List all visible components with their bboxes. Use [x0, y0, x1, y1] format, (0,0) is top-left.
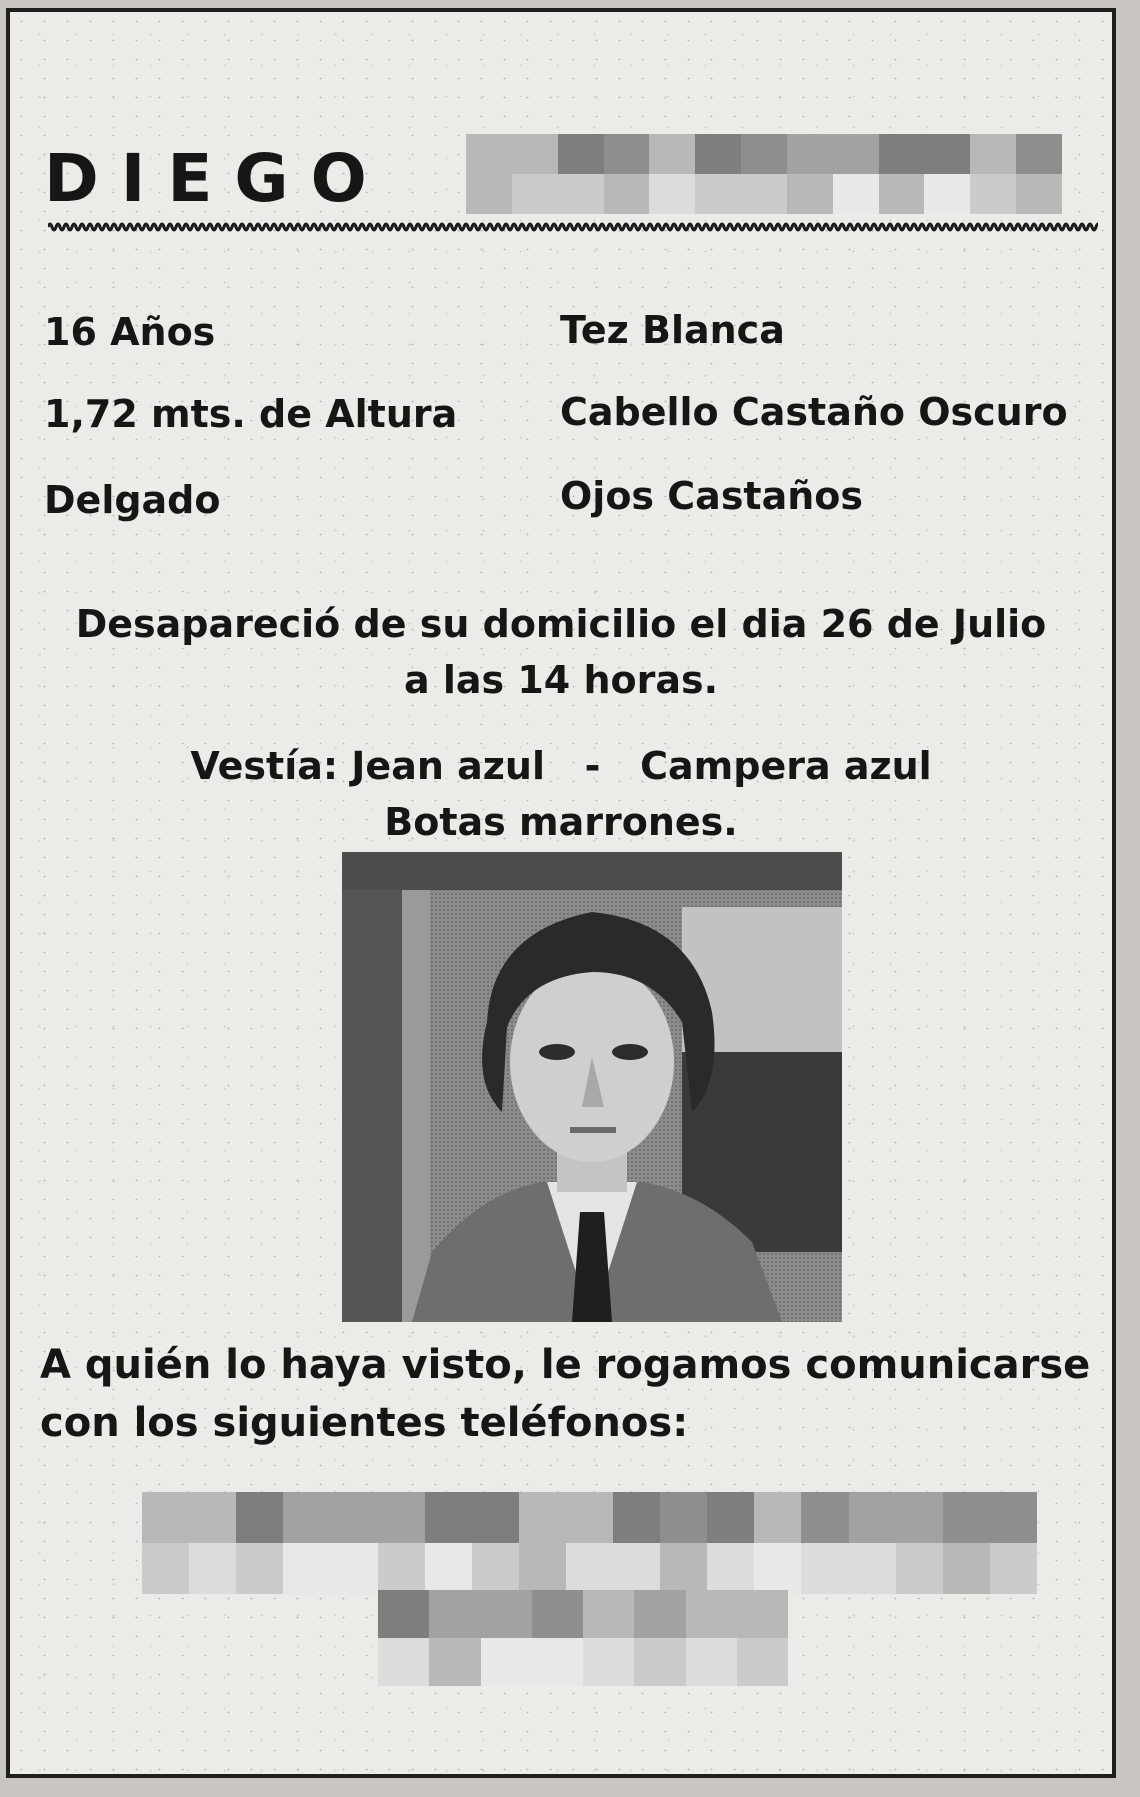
censor-pixel [896, 1543, 943, 1594]
censor-pixel [990, 1543, 1037, 1594]
censor-pixel [558, 174, 604, 214]
censor-pixel [634, 1590, 685, 1638]
censor-pixel [142, 1492, 189, 1543]
censor-pixel [707, 1543, 754, 1594]
censor-pixel [472, 1492, 519, 1543]
censor-pixel [532, 1638, 583, 1686]
censor-pixel [833, 174, 879, 214]
censor-pixel [466, 174, 512, 214]
wavy-divider [48, 220, 1098, 234]
disappearance-line-1: Desapareció de su domicilio el dia 26 de Julio [75, 602, 1047, 646]
censor-pixel [686, 1638, 737, 1686]
censor-pixel [429, 1638, 480, 1686]
censor-pixel [970, 134, 1016, 174]
censor-pixel [378, 1543, 425, 1594]
censor-pixel [425, 1543, 472, 1594]
censor-pixel [924, 174, 970, 214]
censor-pixel [613, 1543, 660, 1594]
censor-pixel [583, 1638, 634, 1686]
censor-pixel [378, 1492, 425, 1543]
censor-pixel [236, 1543, 283, 1594]
censor-pixel [660, 1543, 707, 1594]
censor-pixel [330, 1492, 377, 1543]
censor-pixel [613, 1492, 660, 1543]
censor-pixel [695, 174, 741, 214]
eyes-text: Ojos Castaños [560, 474, 864, 518]
censor-pixel [330, 1543, 377, 1594]
censor-pixel [283, 1492, 330, 1543]
censor-pixel [943, 1543, 990, 1594]
censor-pixel [378, 1638, 429, 1686]
censor-pixel [604, 134, 650, 174]
censor-pixel [707, 1492, 754, 1543]
censor-pixel [429, 1590, 480, 1638]
censor-pixel [481, 1638, 532, 1686]
censor-pixel [604, 174, 650, 214]
censor-pixel [787, 174, 833, 214]
censored-phone-number-2 [378, 1590, 788, 1686]
hair-text: Cabello Castaño Oscuro [560, 390, 1068, 434]
first-name-heading: DIEGO [44, 140, 389, 217]
censor-pixel [754, 1492, 801, 1543]
censor-pixel [472, 1543, 519, 1594]
censor-pixel [566, 1492, 613, 1543]
censor-pixel [558, 134, 604, 174]
censor-pixel [519, 1543, 566, 1594]
censored-phone-numbers [142, 1492, 1037, 1594]
censor-pixel [737, 1638, 788, 1686]
censored-surname [466, 134, 1062, 214]
height-text: 1,72 mts. de Altura [44, 392, 458, 436]
censor-pixel [849, 1492, 896, 1543]
censor-pixel [695, 134, 741, 174]
censor-pixel [583, 1590, 634, 1638]
censor-pixel [532, 1590, 583, 1638]
censor-pixel [512, 174, 558, 214]
clothing-line-2: Botas marrones. [384, 800, 738, 844]
disappearance-line-2: a las 14 horas. [403, 658, 719, 702]
censor-pixel [879, 174, 925, 214]
censor-pixel [924, 134, 970, 174]
censor-pixel [686, 1590, 737, 1638]
censor-pixel [970, 174, 1016, 214]
censor-pixel [189, 1543, 236, 1594]
censor-pixel [142, 1543, 189, 1594]
censor-pixel [466, 134, 512, 174]
censor-pixel [481, 1590, 532, 1638]
censor-pixel [236, 1492, 283, 1543]
contact-line-2: con los siguientes teléfonos: [40, 1400, 689, 1446]
censor-pixel [741, 174, 787, 214]
censor-pixel [849, 1543, 896, 1594]
censor-pixel [512, 134, 558, 174]
build-text: Delgado [44, 478, 221, 522]
contact-line-1: A quién lo haya visto, le rogamos comunicarse [40, 1342, 1091, 1388]
censor-pixel [566, 1543, 613, 1594]
censor-pixel [649, 134, 695, 174]
censor-pixel [737, 1590, 788, 1638]
censor-pixel [519, 1492, 566, 1543]
censor-pixel [378, 1590, 429, 1638]
censor-pixel [660, 1492, 707, 1543]
censor-pixel [649, 174, 695, 214]
censor-pixel [1016, 174, 1062, 214]
censor-pixel [896, 1492, 943, 1543]
censor-pixel [283, 1543, 330, 1594]
skin-text: Tez Blanca [560, 308, 785, 352]
missing-person-poster [6, 8, 1116, 1778]
censor-pixel [189, 1492, 236, 1543]
clothing-line-1: Vestía: Jean azul - Campera azul [190, 744, 932, 788]
censor-pixel [990, 1492, 1037, 1543]
age-text: 16 Años [44, 310, 216, 354]
censor-pixel [1016, 134, 1062, 174]
censor-pixel [634, 1638, 685, 1686]
censor-pixel [425, 1492, 472, 1543]
censor-pixel [801, 1492, 848, 1543]
censor-pixel [754, 1543, 801, 1594]
censor-pixel [879, 134, 925, 174]
portrait-photo [342, 852, 842, 1322]
censor-pixel [833, 134, 879, 174]
censor-pixel [801, 1543, 848, 1594]
censor-pixel [741, 134, 787, 174]
censor-pixel [943, 1492, 990, 1543]
censor-pixel [787, 134, 833, 174]
